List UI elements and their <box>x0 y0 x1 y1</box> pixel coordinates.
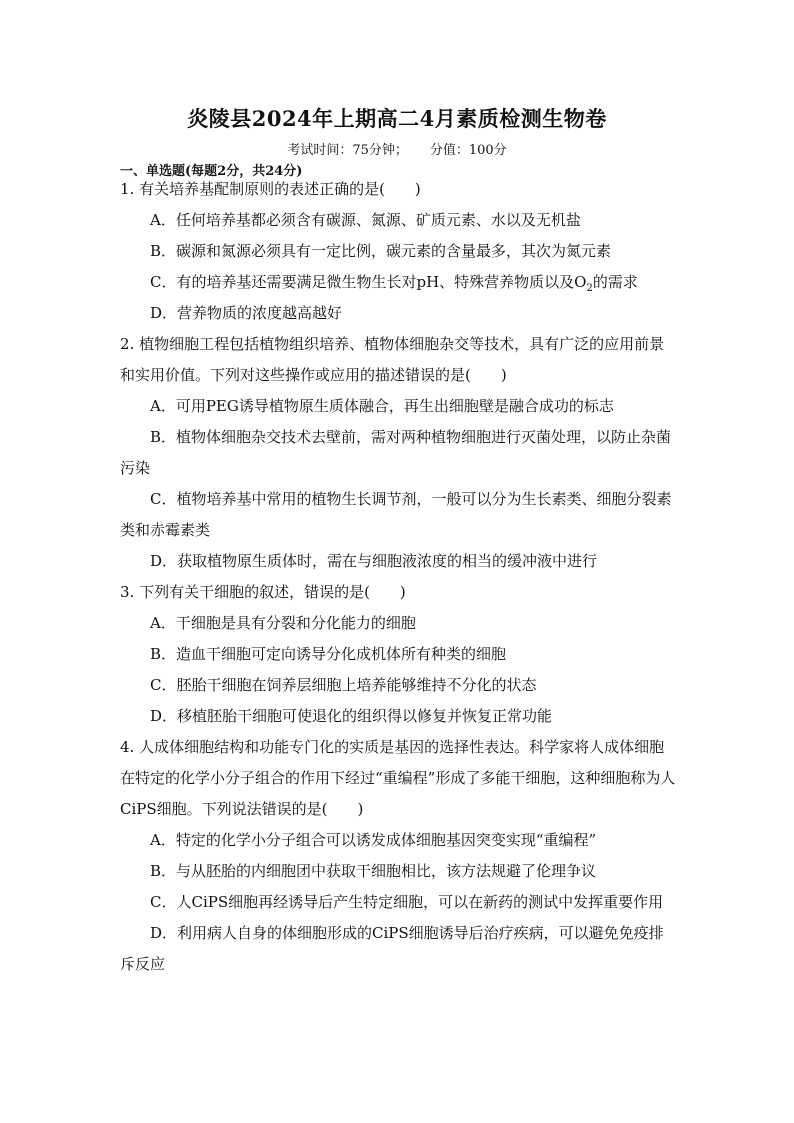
option-1c-subscript: 2 <box>586 283 593 294</box>
option-4b: B．与从胚胎的内细胞团中获取干细胞相比，该方法规避了伦理争议 <box>150 862 597 880</box>
option-4a: A．特定的化学小分子组合可以诱发成体细胞基因突变实现“重编程” <box>150 831 597 849</box>
option-1d: D．营养物质的浓度越高越好 <box>150 304 343 322</box>
option-4d: D．利用病人自身的体细胞形成的CiPS细胞诱导后治疗疾病，可以避免免疫排斥反应 <box>120 924 664 973</box>
option-1b: B．碳源和氮源必须具有一定比例，碳元素的含量最多，其次为氮元素 <box>150 242 612 260</box>
option-1c-tail: 的需求 <box>592 273 638 291</box>
question-stem-2: 2. 植物细胞工程包括植物组织培养、植物体细胞杂交等技术，具有广泛的应用前景和实用价值。下列对这些操作或应用的描述错误的是( ) <box>120 335 665 384</box>
option-1a: A．任何培养基都必须含有碳源、氮源、矿质元素、水以及无机盐 <box>150 211 581 229</box>
exam-info <box>0 139 794 158</box>
option-3a: A．干细胞是具有分裂和分化能力的细胞 <box>150 614 416 632</box>
option-4c: C．人CiPS细胞再经诱导后产生特定细胞，可以在新药的测试中发挥重要作用 <box>150 893 664 911</box>
option-1c-text: C．有的培养基还需要满足微生物生长对pH、特殊营养物质以及O <box>150 273 587 291</box>
option-1c <box>120 267 676 298</box>
question-stem-4: 4. 人成体细胞结构和功能专门化的实质是基因的选择性表达。科学家将人成体细胞在特定的化学小分子组合的作用下经过“重编程”形成了多能干细胞，这种细胞称为人CiPS细胞。下列说法错误的是( ) <box>120 738 676 818</box>
exam-title: 炎陵县2024年上期高二4月素质检测生物卷 <box>187 106 607 131</box>
question-list <box>120 174 676 980</box>
option-3d: D．移植胚胎干细胞可使退化的组织得以修复并恢复正常功能 <box>150 707 553 725</box>
exam-score: 分值：100分 <box>429 143 507 158</box>
exam-time: 考试时间：75分钟； <box>287 143 408 158</box>
option-2d: D．获取植物原生质体时，需在与细胞液浓度的相当的缓冲液中进行 <box>150 552 598 570</box>
option-2a: A．可用PEG诱导植物原生质体融合，再生出细胞壁是融合成功的标志 <box>150 397 614 415</box>
option-3c: C．胚胎干细胞在饲养层细胞上培养能够维持不分化的状态 <box>150 676 537 694</box>
question-stem-1: 1. 有关培养基配制原则的表述正确的是( ) <box>120 180 421 198</box>
option-3b: B．造血干细胞可定向诱导分化成机体所有种类的细胞 <box>150 645 507 663</box>
option-2b: B．植物体细胞杂交技术去壁前，需对两种植物细胞进行灭菌处理，以防止杂菌污染 <box>120 428 672 477</box>
option-2c: C．植物培养基中常用的植物生长调节剂，一般可以分为生长素类、细胞分裂素类和赤霉素类 <box>120 490 672 539</box>
section-title: 一、单选题(每题2分，共24分) <box>120 164 303 179</box>
question-stem-3: 3. 下列有关干细胞的叙述，错误的是( ) <box>120 583 406 601</box>
